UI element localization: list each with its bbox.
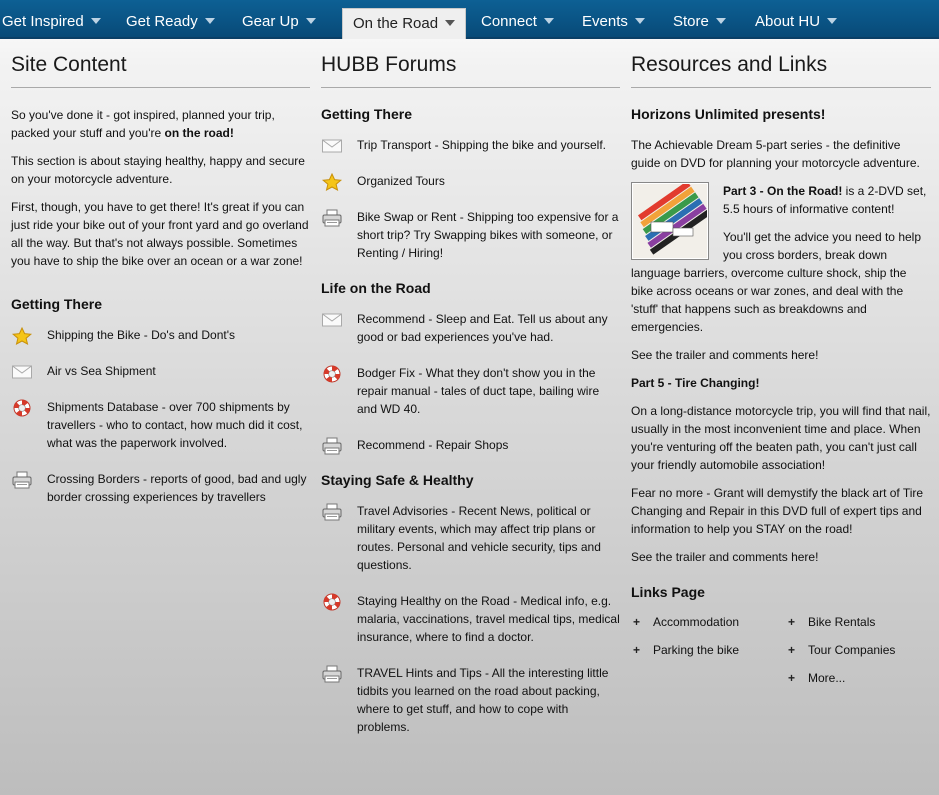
forum-group-heading: Staying Safe & Healthy xyxy=(321,472,474,488)
item-link[interactable]: Recommend - Sleep and Eat. Tell us about any good or bad experiences you've had. xyxy=(357,312,608,344)
printer-icon xyxy=(321,503,343,521)
getting-there-heading: Getting There xyxy=(11,296,103,312)
part3-description: You'll get the advice you need to help you cross borders, break down language barriers, overcome culture shock, ship the bike across oceans or war zones, and deal with the 'stuff' that happens such as breakdowns and emergencies. xyxy=(631,230,921,334)
envelope-icon xyxy=(321,311,343,329)
envelope-icon xyxy=(11,363,33,381)
part5-para-1: On a long-distance motorcycle trip, you will find that nail, usually in the most inconvenient time and place. When you're venturing off the beaten path, you can't just call your friendly automobile association! xyxy=(631,404,931,472)
nav-label: Get Inspired xyxy=(2,13,84,30)
item-link[interactable]: Crossing Borders - reports of good, bad and ugly border crossing experiences by travellers xyxy=(47,472,307,504)
chevron-down-icon xyxy=(306,18,316,24)
nav-label: On the Road xyxy=(353,15,439,32)
link-more[interactable] xyxy=(788,670,845,686)
nav-label: Connect xyxy=(481,13,537,30)
links-page-heading: Links Page xyxy=(631,584,705,600)
chevron-down-icon xyxy=(635,18,645,24)
top-navigation-bar xyxy=(0,0,939,39)
dvd-cover-image[interactable] xyxy=(631,182,709,260)
plus-icon: + xyxy=(788,615,796,629)
nav-gear-up[interactable] xyxy=(242,0,316,39)
site-content-title: Site Content xyxy=(11,50,310,88)
nav-get-inspired[interactable] xyxy=(2,0,101,39)
series-intro: The Achievable Dream 5-part series - the definitive guide on DVD for planning your motorcycle adventure. xyxy=(631,138,920,170)
part3-rest: is a 2-DVD set, 5.5 hours of informative content! xyxy=(723,184,927,216)
link-bike-rentals[interactable] xyxy=(788,614,875,630)
presents-heading: Horizons Unlimited presents! xyxy=(631,106,826,122)
nav-label: About HU xyxy=(755,13,821,30)
hubb-forums-column xyxy=(321,50,620,754)
lifebuoy-icon xyxy=(321,593,343,611)
link-label: Parking the bike xyxy=(653,643,740,657)
printer-icon xyxy=(321,209,343,227)
printer-icon xyxy=(321,437,343,455)
link-label: Tour Companies xyxy=(808,643,896,657)
link-accommodation[interactable] xyxy=(633,614,739,630)
chevron-down-icon xyxy=(205,18,215,24)
link-tour-companies[interactable] xyxy=(788,642,895,658)
item-link[interactable]: Air vs Sea Shipment xyxy=(47,364,156,378)
site-intro-bold: on the road! xyxy=(164,126,234,140)
nav-connect[interactable] xyxy=(481,0,554,39)
hubb-forums-title: HUBB Forums xyxy=(321,50,620,88)
part5-para-2: Fear no more - Grant will demystify the black art of Tire Changing and Repair in this DVD full of expert tips and information to help you STAY on the road! xyxy=(631,486,924,536)
item-link[interactable]: Bike Swap or Rent - Shipping too expensive for a short trip? Try Swapping bikes with someone, or Renting / Hiring! xyxy=(357,210,619,260)
link-label: Bike Rentals xyxy=(808,615,876,629)
nav-about-hu[interactable] xyxy=(755,0,837,39)
lifebuoy-icon xyxy=(321,365,343,383)
forum-group-heading: Getting There xyxy=(321,106,413,122)
site-intro xyxy=(11,106,310,142)
resources-title: Resources and Links xyxy=(631,50,931,88)
forum-item[interactable] xyxy=(321,436,620,454)
trailer-link-1[interactable]: See the trailer and comments here! xyxy=(631,348,819,362)
nav-store[interactable] xyxy=(673,0,726,39)
chevron-down-icon xyxy=(544,18,554,24)
chevron-down-icon xyxy=(827,18,837,24)
forum-item[interactable] xyxy=(321,364,620,418)
item-link[interactable]: Shipments Database - over 700 shipments by travellers - who to contact, how much did it cost, what was the paperwork involved. xyxy=(47,400,303,450)
link-parking[interactable] xyxy=(633,642,739,658)
nav-get-ready[interactable] xyxy=(126,0,215,39)
nav-label: Gear Up xyxy=(242,13,299,30)
forum-item[interactable] xyxy=(321,664,620,736)
item-link[interactable]: Recommend - Repair Shops xyxy=(357,438,509,452)
item-link[interactable]: Bodger Fix - What they don't show you in the repair manual - tales of duct tape, bailing wire and WD 40. xyxy=(357,366,600,416)
forum-group-heading: Life on the Road xyxy=(321,280,431,296)
printer-icon xyxy=(11,471,33,489)
envelope-icon xyxy=(321,137,343,155)
forum-item[interactable] xyxy=(321,310,620,346)
item-link[interactable]: Trip Transport - Shipping the bike and yourself. xyxy=(357,138,607,152)
item-link[interactable]: Travel Advisories - Recent News, political or military events, which may affect trip plans or routes. Personal and vehicle security, tips and questions. xyxy=(357,504,601,572)
forum-item[interactable] xyxy=(321,208,620,262)
chevron-down-icon xyxy=(91,18,101,24)
plus-icon: + xyxy=(788,671,796,685)
star-icon xyxy=(321,173,343,191)
forum-item[interactable] xyxy=(321,592,620,646)
star-icon xyxy=(11,327,33,345)
dvd-cover-art xyxy=(633,184,707,258)
resources-column xyxy=(631,50,931,704)
link-label: Accommodation xyxy=(653,615,740,629)
list-item[interactable] xyxy=(11,398,310,452)
item-link[interactable]: Shipping the Bike - Do's and Dont's xyxy=(47,328,236,342)
site-para-3: First, though, you have to get there! It's great if you can just ride your bike out of your front yard and go overland all the way. But that's not always possible. Sometimes you have to ship the bike over an ocean or a war zone! xyxy=(11,200,309,268)
item-link[interactable]: TRAVEL Hints and Tips - All the interesting little tidbits you learned on the road about packing, where to get stuff, and how to cope with problems. xyxy=(357,666,609,734)
item-link[interactable]: Organized Tours xyxy=(357,174,445,188)
part5-title[interactable]: Part 5 - Tire Changing! xyxy=(631,376,760,390)
lifebuoy-icon xyxy=(11,399,33,417)
list-item[interactable] xyxy=(11,470,310,506)
site-para-2: This section is about staying healthy, happy and secure on your motorcycle adventure. xyxy=(11,154,305,186)
plus-icon: + xyxy=(633,615,641,629)
printer-icon xyxy=(321,665,343,683)
links-list xyxy=(631,614,931,704)
trailer-link-2[interactable]: See the trailer and comments here! xyxy=(631,550,819,564)
nav-label: Get Ready xyxy=(126,13,198,30)
list-item[interactable] xyxy=(11,326,310,344)
nav-label: Store xyxy=(673,13,709,30)
item-link[interactable]: Staying Healthy on the Road - Medical info, e.g. malaria, vaccinations, travel medical tips, medical insurance, where to find a doctor. xyxy=(357,594,620,644)
nav-on-the-road[interactable] xyxy=(342,8,466,39)
site-content-column xyxy=(11,50,310,524)
chevron-down-icon xyxy=(445,20,455,26)
part3-title[interactable]: Part 3 - On the Road! xyxy=(723,184,843,198)
forum-item[interactable] xyxy=(321,502,620,574)
nav-label: Events xyxy=(582,13,628,30)
plus-icon: + xyxy=(633,643,641,657)
list-item[interactable] xyxy=(11,362,310,380)
plus-icon: + xyxy=(788,643,796,657)
site-intro-text: So you've done it - got inspired, planned your trip, packed your stuff and you're xyxy=(11,108,275,140)
nav-events[interactable] xyxy=(582,0,645,39)
chevron-down-icon xyxy=(716,18,726,24)
forum-item[interactable] xyxy=(321,136,620,154)
forum-item[interactable] xyxy=(321,172,620,190)
link-label: More... xyxy=(808,671,846,685)
